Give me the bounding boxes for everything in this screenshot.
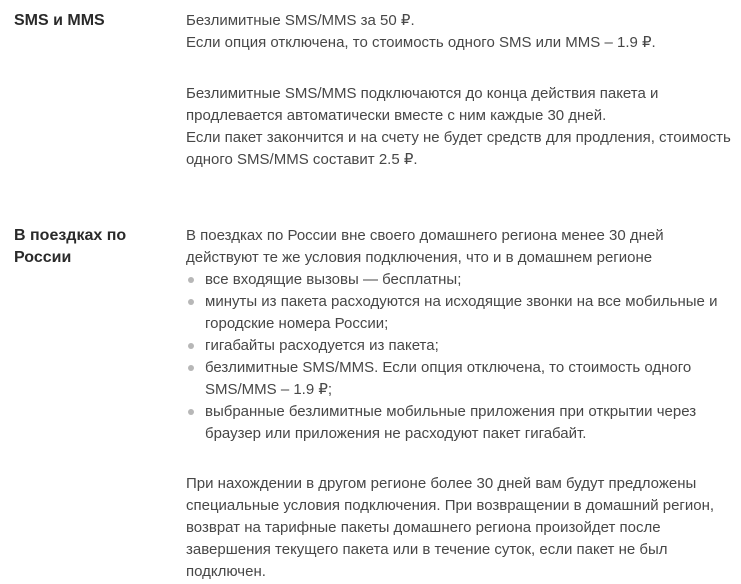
list-item [186, 335, 731, 357]
list-item-text: выбранные безлимитные мобильные приложения при открытии через браузер или приложения не расходуют пакет гигабайт. [205, 403, 697, 442]
list-item-text: минуты из пакета расходуются на исходящие звонки на все мобильные и городские номера России; [205, 293, 718, 332]
section-label-travel-russia: В поездках по России [14, 227, 127, 266]
paragraph-travel-intro: В поездках по России вне своего домашнего региона менее 30 дней действуют те же условия подключения, что и в домашнем регионе [186, 227, 664, 266]
paragraph-line: Безлимитные SMS/MMS за 50 ₽. [186, 12, 415, 29]
list-item-text: все входящие вызовы — бесплатны; [205, 271, 462, 288]
bullet-icon [188, 299, 194, 305]
list-item [186, 291, 731, 335]
paragraph-sms-price [186, 10, 731, 54]
paragraph-line: Если опция отключена, то стоимость одного SMS или MMS – 1.9 ₽. [186, 34, 656, 51]
bullet-icon [188, 409, 194, 415]
bullet-icon [188, 343, 194, 349]
paragraph-line: Если пакет закончится и на счету не будет средств для продления, стоимость одного SMS/MMS составит 2.5 ₽. [186, 129, 731, 168]
travel-conditions-list [186, 269, 731, 445]
paragraph-line: Безлимитные SMS/MMS подключаются до конца действия пакета и продлевается автоматически вместе с ним каждые 30 дней. [186, 85, 659, 124]
section-label-sms-mms: SMS и MMS [14, 12, 105, 29]
paragraph-sms-renewal [186, 83, 731, 171]
bullet-icon [188, 365, 194, 371]
section-content-sms-mms [186, 10, 731, 171]
list-item-text: гигабайты расходуется из пакета; [205, 337, 439, 354]
list-item [186, 269, 731, 291]
section-travel-russia [14, 225, 735, 583]
list-item [186, 357, 731, 401]
list-item [186, 401, 731, 445]
section-content-travel-russia [186, 225, 731, 583]
bullet-icon [188, 277, 194, 283]
section-sms-mms [14, 10, 735, 171]
paragraph-travel-outro: При нахождении в другом регионе более 30 дней вам будут предложены специальные условия подключения. При возвращении в домашний регион, возврат на тарифные пакеты домашнего региона произойдет после завершения текущего пакета или в течение суток, если пакет не был подключен. [186, 475, 715, 580]
list-item-text: безлимитные SMS/MMS. Если опция отключена, то стоимость одного SMS/MMS – 1.9 ₽; [205, 359, 692, 398]
